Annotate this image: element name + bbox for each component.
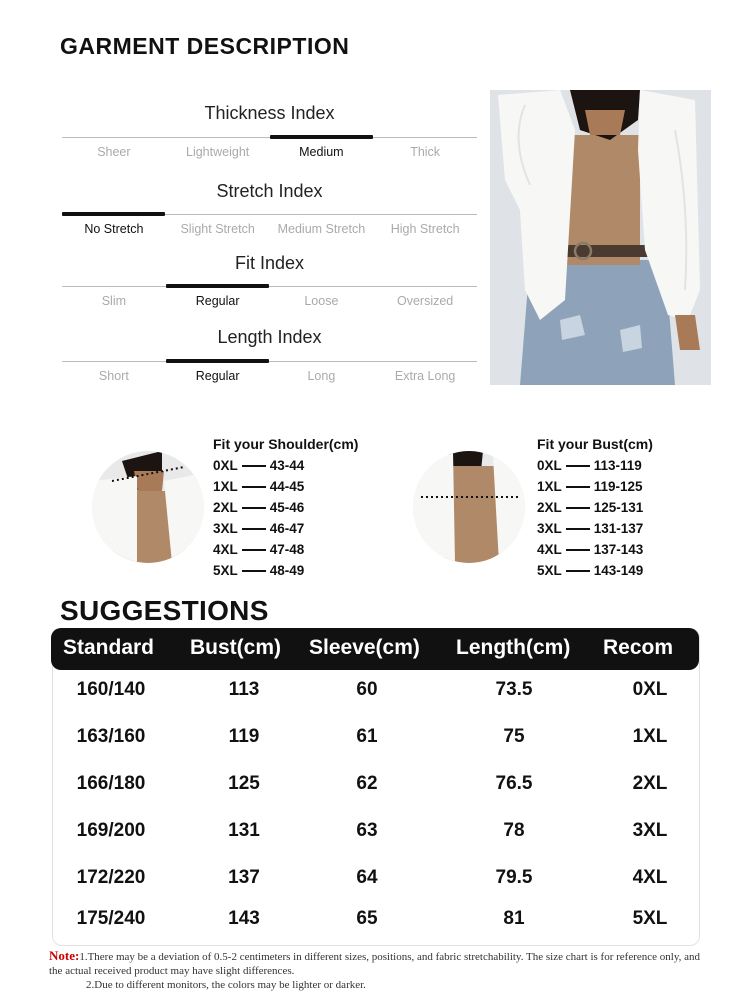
- table-cell: 5XL: [632, 908, 668, 929]
- header-recom: Recom: [603, 636, 674, 659]
- fit-row: [213, 497, 304, 518]
- fit-row: [213, 476, 304, 497]
- index-options: [62, 145, 477, 159]
- index-option: Oversized: [396, 294, 454, 308]
- table-cell: 4XL: [632, 867, 668, 888]
- product-photo: [490, 90, 711, 385]
- fit-row: [537, 518, 643, 539]
- table-cell: 64: [356, 867, 378, 888]
- index-selected-marker: [62, 212, 165, 216]
- index-option: Long: [307, 369, 336, 383]
- fit-size: 1XL: [213, 479, 238, 494]
- table-cell: 113: [228, 679, 260, 700]
- page-title: GARMENT DESCRIPTION: [60, 33, 350, 59]
- table-cell: 137: [228, 867, 260, 888]
- table-cell: 75: [503, 726, 525, 747]
- fit-size: 2XL: [537, 500, 562, 515]
- fit-range: 46-47: [269, 521, 305, 536]
- header-bust: Bust(cm): [190, 636, 282, 659]
- table-cell: 81: [503, 908, 525, 929]
- index-track: [62, 361, 477, 362]
- table-cell: 0XL: [632, 679, 668, 700]
- fit-row: [537, 497, 643, 518]
- index-options: [62, 222, 477, 236]
- index-option: Sheer: [97, 145, 131, 159]
- table-cell: 1XL: [632, 726, 668, 747]
- index-selected-marker: [166, 359, 269, 363]
- table-cell: 166/180: [76, 773, 146, 794]
- index-option: Medium: [299, 145, 344, 159]
- index-option: Medium Stretch: [277, 222, 366, 236]
- fit-row: [213, 539, 304, 560]
- table-cell: 76.5: [495, 773, 533, 794]
- index-title: Fit Index: [234, 253, 305, 273]
- table-cell: 79.5: [495, 867, 533, 888]
- fit-size: 3XL: [537, 521, 562, 536]
- index-selected-marker: [166, 284, 269, 288]
- index-option: Loose: [304, 294, 339, 308]
- table-cell: 160/140: [76, 679, 146, 700]
- fit-row: [537, 476, 643, 497]
- index-option: High Stretch: [390, 222, 460, 236]
- fit-range: 47-48: [269, 542, 305, 557]
- fit-size: 2XL: [213, 500, 238, 515]
- index-track: [62, 286, 477, 287]
- table-cell: 3XL: [632, 820, 668, 841]
- fit-size: 0XL: [213, 458, 238, 473]
- table-cell: 119: [228, 726, 260, 747]
- index-option: Short: [98, 369, 129, 383]
- header-standard: Standard: [63, 636, 155, 659]
- fit-range: 48-49: [269, 563, 305, 578]
- index-title: Stretch Index: [216, 181, 323, 201]
- fit-size: 5XL: [213, 563, 238, 578]
- fit-range: 143-149: [593, 563, 644, 578]
- fit-size: 5XL: [537, 563, 562, 578]
- index-options: [62, 369, 477, 383]
- note-line-1: 1.There may be a deviation of 0.5-2 centimeters in different sizes, positions, and fabric stretchability. The size chart is for reference only, and the actual received product may have slight differences.: [49, 951, 700, 977]
- shoulder-fit-list: [213, 455, 304, 581]
- index-option: No Stretch: [84, 222, 144, 236]
- table-cell: 73.5: [495, 679, 533, 700]
- index-selected-marker: [270, 135, 373, 139]
- fit-range: 113-119: [593, 458, 642, 473]
- index-option: Thick: [410, 145, 441, 159]
- table-cell: 163/160: [76, 726, 146, 747]
- index-option: Lightweight: [186, 145, 250, 159]
- fit-row: [213, 518, 304, 539]
- index-title: Length Index: [217, 327, 322, 347]
- index-option: Slim: [101, 294, 127, 308]
- table-cell: 172/220: [76, 867, 146, 888]
- shoulder-fit-illustration: [92, 451, 204, 563]
- index-title: Thickness Index: [204, 103, 335, 123]
- fit-row: [213, 455, 304, 476]
- fit-range: 45-46: [269, 500, 305, 515]
- fit-range: 131-137: [593, 521, 644, 536]
- fit-size: 1XL: [537, 479, 562, 494]
- fit-row: [537, 455, 643, 476]
- shoulder-fit-title: Fit your Shoulder(cm): [213, 436, 359, 452]
- table-cell: 2XL: [632, 773, 668, 794]
- fit-row: [537, 539, 643, 560]
- fit-size: 0XL: [537, 458, 562, 473]
- header-sleeve: Sleeve(cm): [309, 636, 420, 659]
- fit-row: [213, 560, 304, 581]
- table-cell: 143: [228, 908, 260, 929]
- table-cell: 125: [228, 773, 260, 794]
- table-cell: 175/240: [76, 908, 146, 929]
- fit-size: 3XL: [213, 521, 238, 536]
- table-cell: 62: [356, 773, 378, 794]
- table-cell: 63: [356, 820, 378, 841]
- table-cell: 61: [356, 726, 378, 747]
- index-option: Slight Stretch: [180, 222, 255, 236]
- fit-range: 137-143: [593, 542, 644, 557]
- fit-size: 4XL: [537, 542, 562, 557]
- suggestions-title: SUGGESTIONS: [60, 595, 269, 626]
- index-options: [62, 294, 477, 308]
- fit-range: 125-131: [593, 500, 644, 515]
- table-cell: 60: [356, 679, 378, 700]
- table-cell: 65: [356, 908, 378, 929]
- index-option: Regular: [195, 294, 240, 308]
- fit-range: 119-125: [593, 479, 643, 494]
- fit-size: 4XL: [213, 542, 238, 557]
- note-line-2: 2.Due to different monitors, the colors may be lighter or darker.: [86, 979, 366, 991]
- fit-range: 43-44: [269, 458, 305, 473]
- disclaimer-note: [49, 949, 709, 992]
- index-option: Regular: [195, 369, 240, 383]
- table-cell: 131: [228, 820, 260, 841]
- index-option: Extra Long: [394, 369, 456, 383]
- table-cell: 169/200: [76, 820, 146, 841]
- bust-fit-title: Fit your Bust(cm): [537, 436, 653, 452]
- table-cell: 78: [503, 820, 525, 841]
- note-label: Note:: [49, 948, 80, 963]
- header-length: Length(cm): [456, 636, 571, 659]
- bust-fit-list: [537, 455, 643, 581]
- fit-range: 44-45: [269, 479, 305, 494]
- fit-row: [537, 560, 643, 581]
- bust-fit-illustration: [413, 451, 525, 563]
